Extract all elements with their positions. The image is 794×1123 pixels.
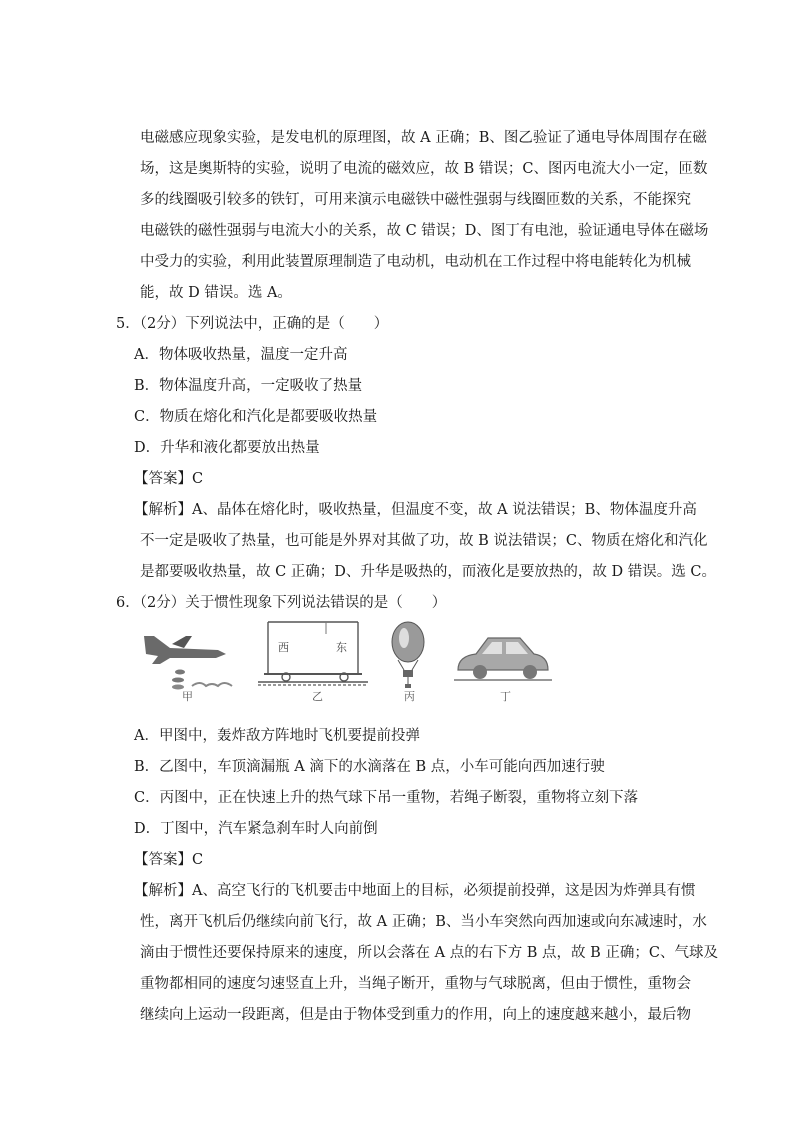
q6-analysis-line: 重物都相同的速度匀速竖直上升，当绳子断开，重物与气球脱离，但由于惯性，重物会 — [140, 976, 691, 992]
q6-analysis-line: 性，离开飞机后仍继续向前飞行，故 A 正确；B、当小车突然向西加速或向东减速时，水 — [140, 914, 707, 930]
figure-label-yi: 乙 — [312, 690, 323, 703]
balloon-figure — [392, 622, 424, 688]
inertia-illustrations — [140, 614, 560, 710]
q5-option-b: B．物体温度升高，一定吸收了热量 — [134, 378, 363, 394]
q5-answer: 【答案】C — [134, 471, 204, 487]
q5-analysis-line: 是都要吸收热量，故 C 正确；D、升华是吸热的，而液化是要放热的，故 D 错误。选 C。 — [140, 564, 716, 580]
cart-figure — [258, 622, 368, 685]
q5-option-a: A．物体吸收热量，温度一定升高 — [134, 347, 348, 363]
figure-label-ding: 丁 — [500, 690, 511, 703]
analysis-line: 电磁铁的磁性强弱与电流大小的关系，故 C 错误；D、图丁有电池，验证通电导体在磁场 — [140, 223, 709, 239]
q5-option-c: C．物质在熔化和汽化是都要吸收热量 — [134, 409, 378, 425]
q6-analysis-line: 继续向上运动一段距离，但是由于物体受到重力的作用，向上的速度越来越小，最后物 — [140, 1007, 691, 1023]
q6-option-b: B．乙图中，车顶滴漏瓶 A 滴下的水滴落在 B 点，小车可能向西加速行驶 — [134, 759, 605, 775]
q5-analysis-line: 不一定是吸收了热量，也可能是外界对其做了功，故 B 说法错误；C、物质在熔化和汽化 — [140, 533, 708, 549]
car-figure — [454, 638, 552, 680]
analysis-line: 电磁感应现象实验，是发电机的原理图，故 A 正确；B、图乙验证了通电导体周围存在磁 — [140, 130, 707, 146]
q6-option-a: A．甲图中，轰炸敌方阵地时飞机要提前投弹 — [134, 728, 420, 744]
analysis-line: 中受力的实验，利用此装置原理制造了电动机，电动机在工作过程中将电能转化为机械 — [140, 254, 691, 270]
west-label: 西 — [278, 641, 289, 654]
east-label: 东 — [336, 641, 347, 654]
question-6-stem: 6．（2分）关于惯性现象下列说法错误的是（ ） — [116, 595, 447, 611]
q5-analysis-line: 【解析】A、晶体在熔化时，吸收热量，但温度不变，故 A 说法错误；B、物体温度升高 — [134, 502, 697, 518]
q6-answer: 【答案】C — [134, 852, 204, 868]
q6-analysis-line: 滴由于惯性还要保持原来的速度，所以会落在 A 点的右下方 B 点，故 B 正确；C、气球及 — [140, 945, 719, 961]
figure-label-jia: 甲 — [182, 690, 193, 703]
analysis-line: 场，这是奥斯特的实验，说明了电流的磁效应，故 B 错误；C、图丙电流大小一定，匝数 — [140, 161, 708, 177]
inertia-figure — [140, 614, 560, 710]
q6-option-d: D．丁图中，汽车紧急刹车时人向前倒 — [134, 821, 378, 837]
q6-analysis-line: 【解析】A、高空飞行的飞机要击中地面上的目标，必须提前投弹，这是因为炸弹具有惯 — [134, 883, 696, 899]
q5-option-d: D．升华和液化都要放出热量 — [134, 440, 320, 456]
analysis-line: 能，故 D 错误。选 A。 — [140, 285, 292, 301]
q6-option-c: C．丙图中，正在快速上升的热气球下吊一重物，若绳子断裂，重物将立刻下落 — [134, 790, 639, 806]
question-5-stem: 5．（2分）下列说法中，正确的是（ ） — [116, 316, 389, 332]
figure-label-bing: 丙 — [404, 690, 415, 703]
analysis-line: 多的线圈吸引较多的铁钉，可用来演示电磁铁中磁性强弱与线圈匝数的关系，不能探究 — [140, 192, 691, 208]
plane-figure — [144, 636, 232, 690]
